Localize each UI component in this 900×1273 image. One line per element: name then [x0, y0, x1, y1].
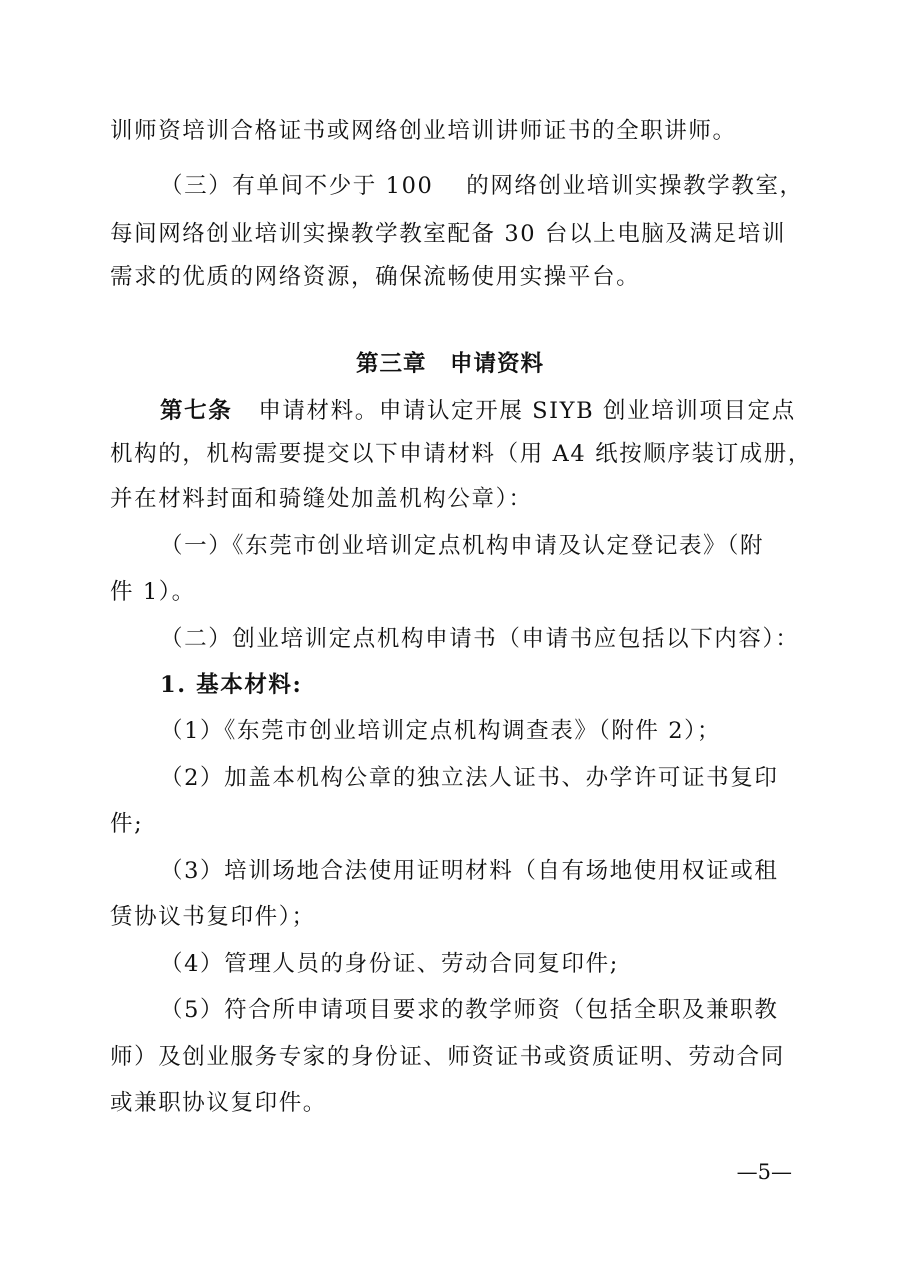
list-item: （1）《东莞市创业培训定点机构调查表》（附件 2）；: [160, 718, 722, 744]
list-item: （3）培训场地合法使用证明材料（自有场地使用权证或租: [160, 858, 779, 884]
list-item: （一）《东莞市创业培训定点机构申请及认定登记表》（附: [160, 533, 765, 559]
body-line: 训师资培训合格证书或网络创业培训讲师证书的全职讲师。: [110, 118, 737, 144]
body-line: 师）及创业服务专家的身份证、师资证书或资质证明、劳动合同: [110, 1044, 785, 1070]
body-line: （三）有单间不少于 100 的网络创业培训实操教学教室，: [160, 173, 804, 199]
list-item: （2）加盖本机构公章的独立法人证书、办学许可证书复印: [160, 765, 779, 791]
chapter-heading: 第三章 申请资料: [355, 351, 544, 377]
article-text: 申请材料。申请认定开展 SIYB 创业培训项目定点: [258, 398, 796, 424]
page-number: —5—: [736, 1160, 792, 1184]
article-label: 第七条: [160, 398, 233, 424]
body-line: 机构的，机构需要提交以下申请材料（用 A4 纸按顺序装订成册，: [110, 441, 812, 467]
body-line: 并在材料封面和骑缝处加盖机构公章）：: [110, 486, 533, 512]
article-line: [160, 396, 800, 426]
body-line: 赁协议书复印件）；: [110, 904, 316, 930]
body-line: 件;: [110, 811, 144, 837]
body-line: 每间网络创业培训实操教学教室配备 30 台以上电脑及满足培训: [110, 221, 786, 247]
body-line: 需求的优质的网络资源，确保流畅使用实操平台。: [110, 264, 641, 290]
body-line: 件 1）。: [110, 579, 196, 605]
section-heading: 1. 基本材料:: [160, 672, 303, 698]
list-item: （二）创业培训定点机构申请书（申请书应包括以下内容）：: [160, 626, 800, 652]
body-line: 或兼职协议复印件。: [110, 1090, 327, 1116]
list-item: （4）管理人员的身份证、劳动合同复印件;: [160, 951, 619, 977]
list-item: （5）符合所申请项目要求的教学师资（包括全职及兼职教: [160, 997, 779, 1023]
